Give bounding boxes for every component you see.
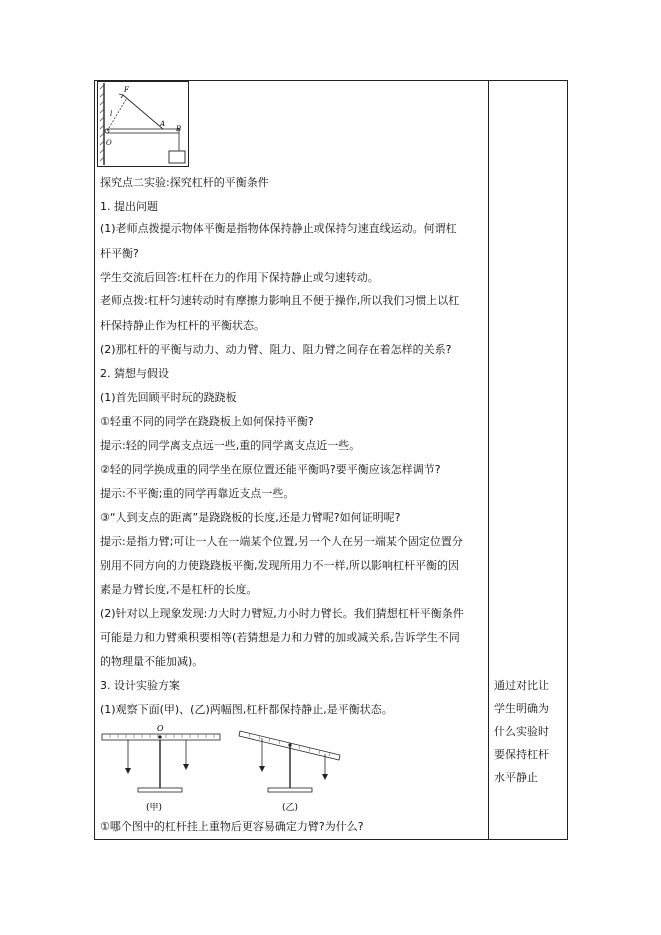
line-4: 学生交流后回答:杠杆在力的作用下保持静止或匀速转动。 [100, 271, 379, 284]
lever-figure [97, 81, 189, 167]
line-22: (1)观察下面(甲)、(乙)两幅图,杠杆都保持静止,是平衡状态。 [100, 703, 393, 716]
side-note-line-4: 水平静止 [494, 771, 538, 784]
caption-b: (乙) [282, 803, 299, 813]
line-11: 提示:轻的同学离支点远一些,重的同学离支点近一些。 [100, 439, 361, 452]
line-13: 提示:不平衡;重的同学再靠近支点一些。 [100, 487, 295, 500]
line-5: 老师点拨:杠杆匀速转动时有摩擦力影响且不便于操作,所以我们习惯上以杠 [100, 294, 460, 307]
line-8: 2. 猜想与假设 [100, 367, 169, 380]
line-20: 的物理量不能加减)。 [100, 655, 204, 668]
label-o-bottom: O [157, 724, 164, 733]
caption-a: (甲) [146, 803, 163, 813]
line-2: (1)老师点拨提示物体平衡是指物体保持静止或保持匀速直线运动。何谓杠 [100, 222, 457, 235]
lever-tilted [239, 731, 340, 813]
line-16: 别用不同方向的力使跷跷板平衡,发现所用力不一样,所以影响杠杆平衡的因 [100, 559, 459, 572]
line-3: 杆平衡? [100, 247, 139, 260]
line-17: 素是力臂长度,不是杠杆的长度。 [100, 583, 258, 596]
line-15: 提示:是指力臂;可让一人在一端某个位置,另一个人在另一端某个固定位置分 [100, 535, 463, 548]
last-line: ①哪个图中的杠杆挂上重物后更容易确定力臂?为什么? [100, 820, 364, 833]
side-note-line-2: 什么实验时 [494, 725, 549, 738]
label-b: B [176, 125, 182, 133]
line-6: 杆保持静止作为杠杆的平衡状态。 [100, 319, 265, 332]
line-10: ①轻重不同的同学在跷跷板上如何保持平衡? [100, 415, 314, 428]
line-19: 可能是力和力臂乘积要相等(若猜想是力和力臂的加或减关系,告诉学生不同 [100, 631, 460, 644]
side-note-line-3: 要保持杠杆 [494, 748, 549, 761]
line-1: 1. 提出问题 [100, 200, 158, 213]
side-note-line-0: 通过对比让 [494, 679, 549, 692]
side-note-line-1: 学生明确为 [494, 702, 549, 715]
line-9: (1)首先回顾平时玩的跷跷板 [100, 391, 237, 404]
line-18: (2)针对以上现象发现:力大时力臂短,力小时力臂长。我们猜想杠杆平衡条件 [100, 607, 464, 620]
column-divider [488, 80, 489, 840]
line-12: ②轻的同学换成重的同学坐在原位置还能平衡吗?要平衡应该怎样调节? [100, 463, 441, 476]
side-note [494, 674, 566, 789]
label-f: F [124, 86, 129, 94]
label-o: O [106, 139, 112, 147]
line-14: ③“人到支点的距离”是跷跷板的长度,还是力臂呢?如何证明呢? [100, 511, 401, 524]
lever-horizontal [102, 724, 220, 813]
lever-comparison-figure [100, 724, 370, 816]
label-l: l [110, 110, 113, 118]
label-a: A [160, 120, 166, 128]
line-7: (2)那杠杆的平衡与动力、动力臂、阻力、阻力臂之间存在着怎样的关系? [100, 343, 452, 356]
line-0: 探究点二实验:探究杠杆的平衡条件 [100, 176, 269, 189]
line-21: 3. 设计实验方案 [100, 679, 180, 692]
